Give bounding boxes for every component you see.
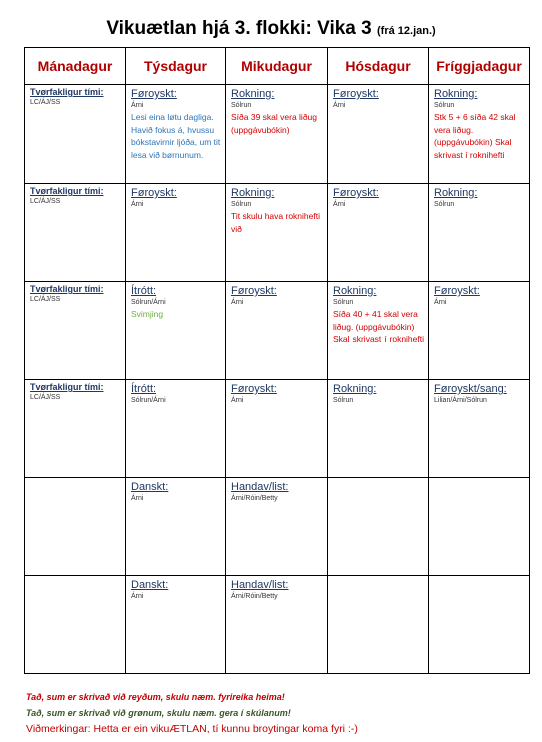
- cell-mon: [25, 282, 126, 380]
- teacher: LC/ÁJ/SS: [30, 394, 61, 401]
- cell-mon: [25, 85, 126, 184]
- subject: Rokning:: [231, 88, 275, 100]
- subject: Føroyskt:: [333, 88, 379, 100]
- teacher: LC/ÁJ/SS: [30, 296, 61, 303]
- cell-fri: [429, 576, 530, 674]
- teacher: Sólrun/Árni: [131, 397, 166, 404]
- cell-tue: [126, 85, 226, 184]
- teacher: Sólrun: [333, 397, 354, 404]
- subject: Føroyskt:: [434, 285, 480, 297]
- page-title: [0, 18, 542, 40]
- teacher: LC/ÁJ/SS: [30, 99, 61, 106]
- subject: Føroyskt:: [131, 187, 177, 199]
- subject: Rokning:: [333, 285, 377, 297]
- remarks: Viðmerkingar: Hetta er ein vikuÆTLAN, tí kunnu broytingar koma fyri :-): [26, 723, 358, 735]
- cell-tue: [126, 380, 226, 478]
- subject: Rokning:: [434, 88, 478, 100]
- teacher: Sólrun: [333, 299, 354, 306]
- subject: Ítrótt:: [131, 285, 157, 297]
- day-header: Hósdagur: [328, 48, 429, 85]
- subject: Ítrótt:: [131, 383, 157, 395]
- cell-thu: [328, 576, 429, 674]
- cell-fri: [429, 282, 530, 380]
- teacher: Árni: [231, 299, 244, 306]
- table-row: [25, 282, 530, 380]
- cell-wed: [226, 184, 328, 282]
- cell-fri: [429, 478, 530, 576]
- teacher: Árni: [131, 495, 144, 502]
- teacher: Árni: [333, 201, 346, 208]
- title-sub: (frá 12.jan.): [377, 25, 436, 37]
- cell-wed: [226, 576, 328, 674]
- note: Tit skulu hava roknihefti við: [231, 211, 320, 234]
- title-main: Vikuætlan hjá 3. flokki: Vika 3: [106, 18, 372, 39]
- cell-thu: [328, 184, 429, 282]
- cell-thu: [328, 282, 429, 380]
- cell-tue: [126, 576, 226, 674]
- note: Síða 40 + 41 skal vera liðug. (uppgávubókin): [333, 309, 418, 332]
- schedule-table: [24, 47, 530, 674]
- teacher: Árni/Róin/Betty: [231, 495, 278, 502]
- teacher: Sólrun: [231, 102, 252, 109]
- cell-thu: [328, 380, 429, 478]
- cell-wed: [226, 478, 328, 576]
- teacher: Árni: [131, 102, 144, 109]
- cell-mon: [25, 576, 126, 674]
- teacher: Árni/Róin/Betty: [231, 593, 278, 600]
- subject: Føroyskt/sang:: [434, 383, 507, 395]
- cell-thu: [328, 85, 429, 184]
- cell-wed: [226, 380, 328, 478]
- subject: Føroyskt:: [131, 88, 177, 100]
- table-row: [25, 85, 530, 184]
- note: Stk 5 + 6 síða 42 skal vera liðug. (uppgávubókin) Skal skrivast í roknihefti: [434, 112, 516, 160]
- subject: Danskt:: [131, 579, 169, 591]
- cell-tue: [126, 478, 226, 576]
- teacher: Árni: [434, 299, 447, 306]
- subject: Rokning:: [231, 187, 275, 199]
- cell-tue: [126, 184, 226, 282]
- cell-wed: [226, 282, 328, 380]
- cell-tue: [126, 282, 226, 380]
- day-header: Mánadagur: [25, 48, 126, 85]
- teacher: Lilian/Árni/Sólrun: [434, 397, 487, 404]
- subject: Rokning:: [434, 187, 478, 199]
- subject: Handav/list:: [231, 579, 289, 591]
- cell-fri: [429, 380, 530, 478]
- teacher: Árni: [231, 397, 244, 404]
- subject: Rokning:: [333, 383, 377, 395]
- subject: Føroyskt:: [231, 383, 277, 395]
- table-row: [25, 478, 530, 576]
- footnote-red: Tað, sum er skrivað við reyðum, skulu næm. fyrireika heima!: [26, 692, 285, 702]
- subject: Tvørfakligur tími:: [30, 186, 104, 196]
- subject: Føroyskt:: [231, 285, 277, 297]
- subject: Tvørfakligur tími:: [30, 284, 104, 294]
- teacher: Sólrun: [434, 102, 455, 109]
- teacher: Árni: [333, 102, 346, 109]
- subject: Tvørfakligur tími:: [30, 87, 104, 97]
- teacher: Árni: [131, 201, 144, 208]
- teacher: LC/ÁJ/SS: [30, 198, 61, 205]
- table-row: [25, 184, 530, 282]
- note: Skal skrivast í roknihefti: [333, 334, 424, 344]
- cell-wed: [226, 85, 328, 184]
- note: Síða 39 skal vera liðug (uppgávubókin): [231, 112, 317, 135]
- table-row: [25, 576, 530, 674]
- subject: Handav/list:: [231, 481, 289, 493]
- day-header: Fríggjadagur: [429, 48, 530, 85]
- subject: Danskt:: [131, 481, 169, 493]
- teacher: Sólrun/Árni: [131, 299, 166, 306]
- teacher: Sólrun: [231, 201, 252, 208]
- note: Svimjing: [131, 309, 164, 319]
- cell-mon: [25, 380, 126, 478]
- day-header: Týsdagur: [126, 48, 226, 85]
- teacher: Árni: [131, 593, 144, 600]
- note: Lesi eina løtu dagliga. Havið fokus á, hvussu bókstavirnir ljóða, um tit lesa við børnunum.: [131, 112, 221, 160]
- cell-mon: [25, 478, 126, 576]
- header-row: [25, 48, 530, 85]
- cell-mon: [25, 184, 126, 282]
- cell-thu: [328, 478, 429, 576]
- cell-fri: [429, 85, 530, 184]
- cell-fri: [429, 184, 530, 282]
- day-header: Mikudagur: [226, 48, 328, 85]
- subject: Tvørfakligur tími:: [30, 382, 104, 392]
- teacher: Sólrun: [434, 201, 455, 208]
- footnote-green: Tað, sum er skrivað við grønum, skulu næm. gera í skúlanum!: [26, 708, 291, 718]
- subject: Føroyskt:: [333, 187, 379, 199]
- table-row: [25, 380, 530, 478]
